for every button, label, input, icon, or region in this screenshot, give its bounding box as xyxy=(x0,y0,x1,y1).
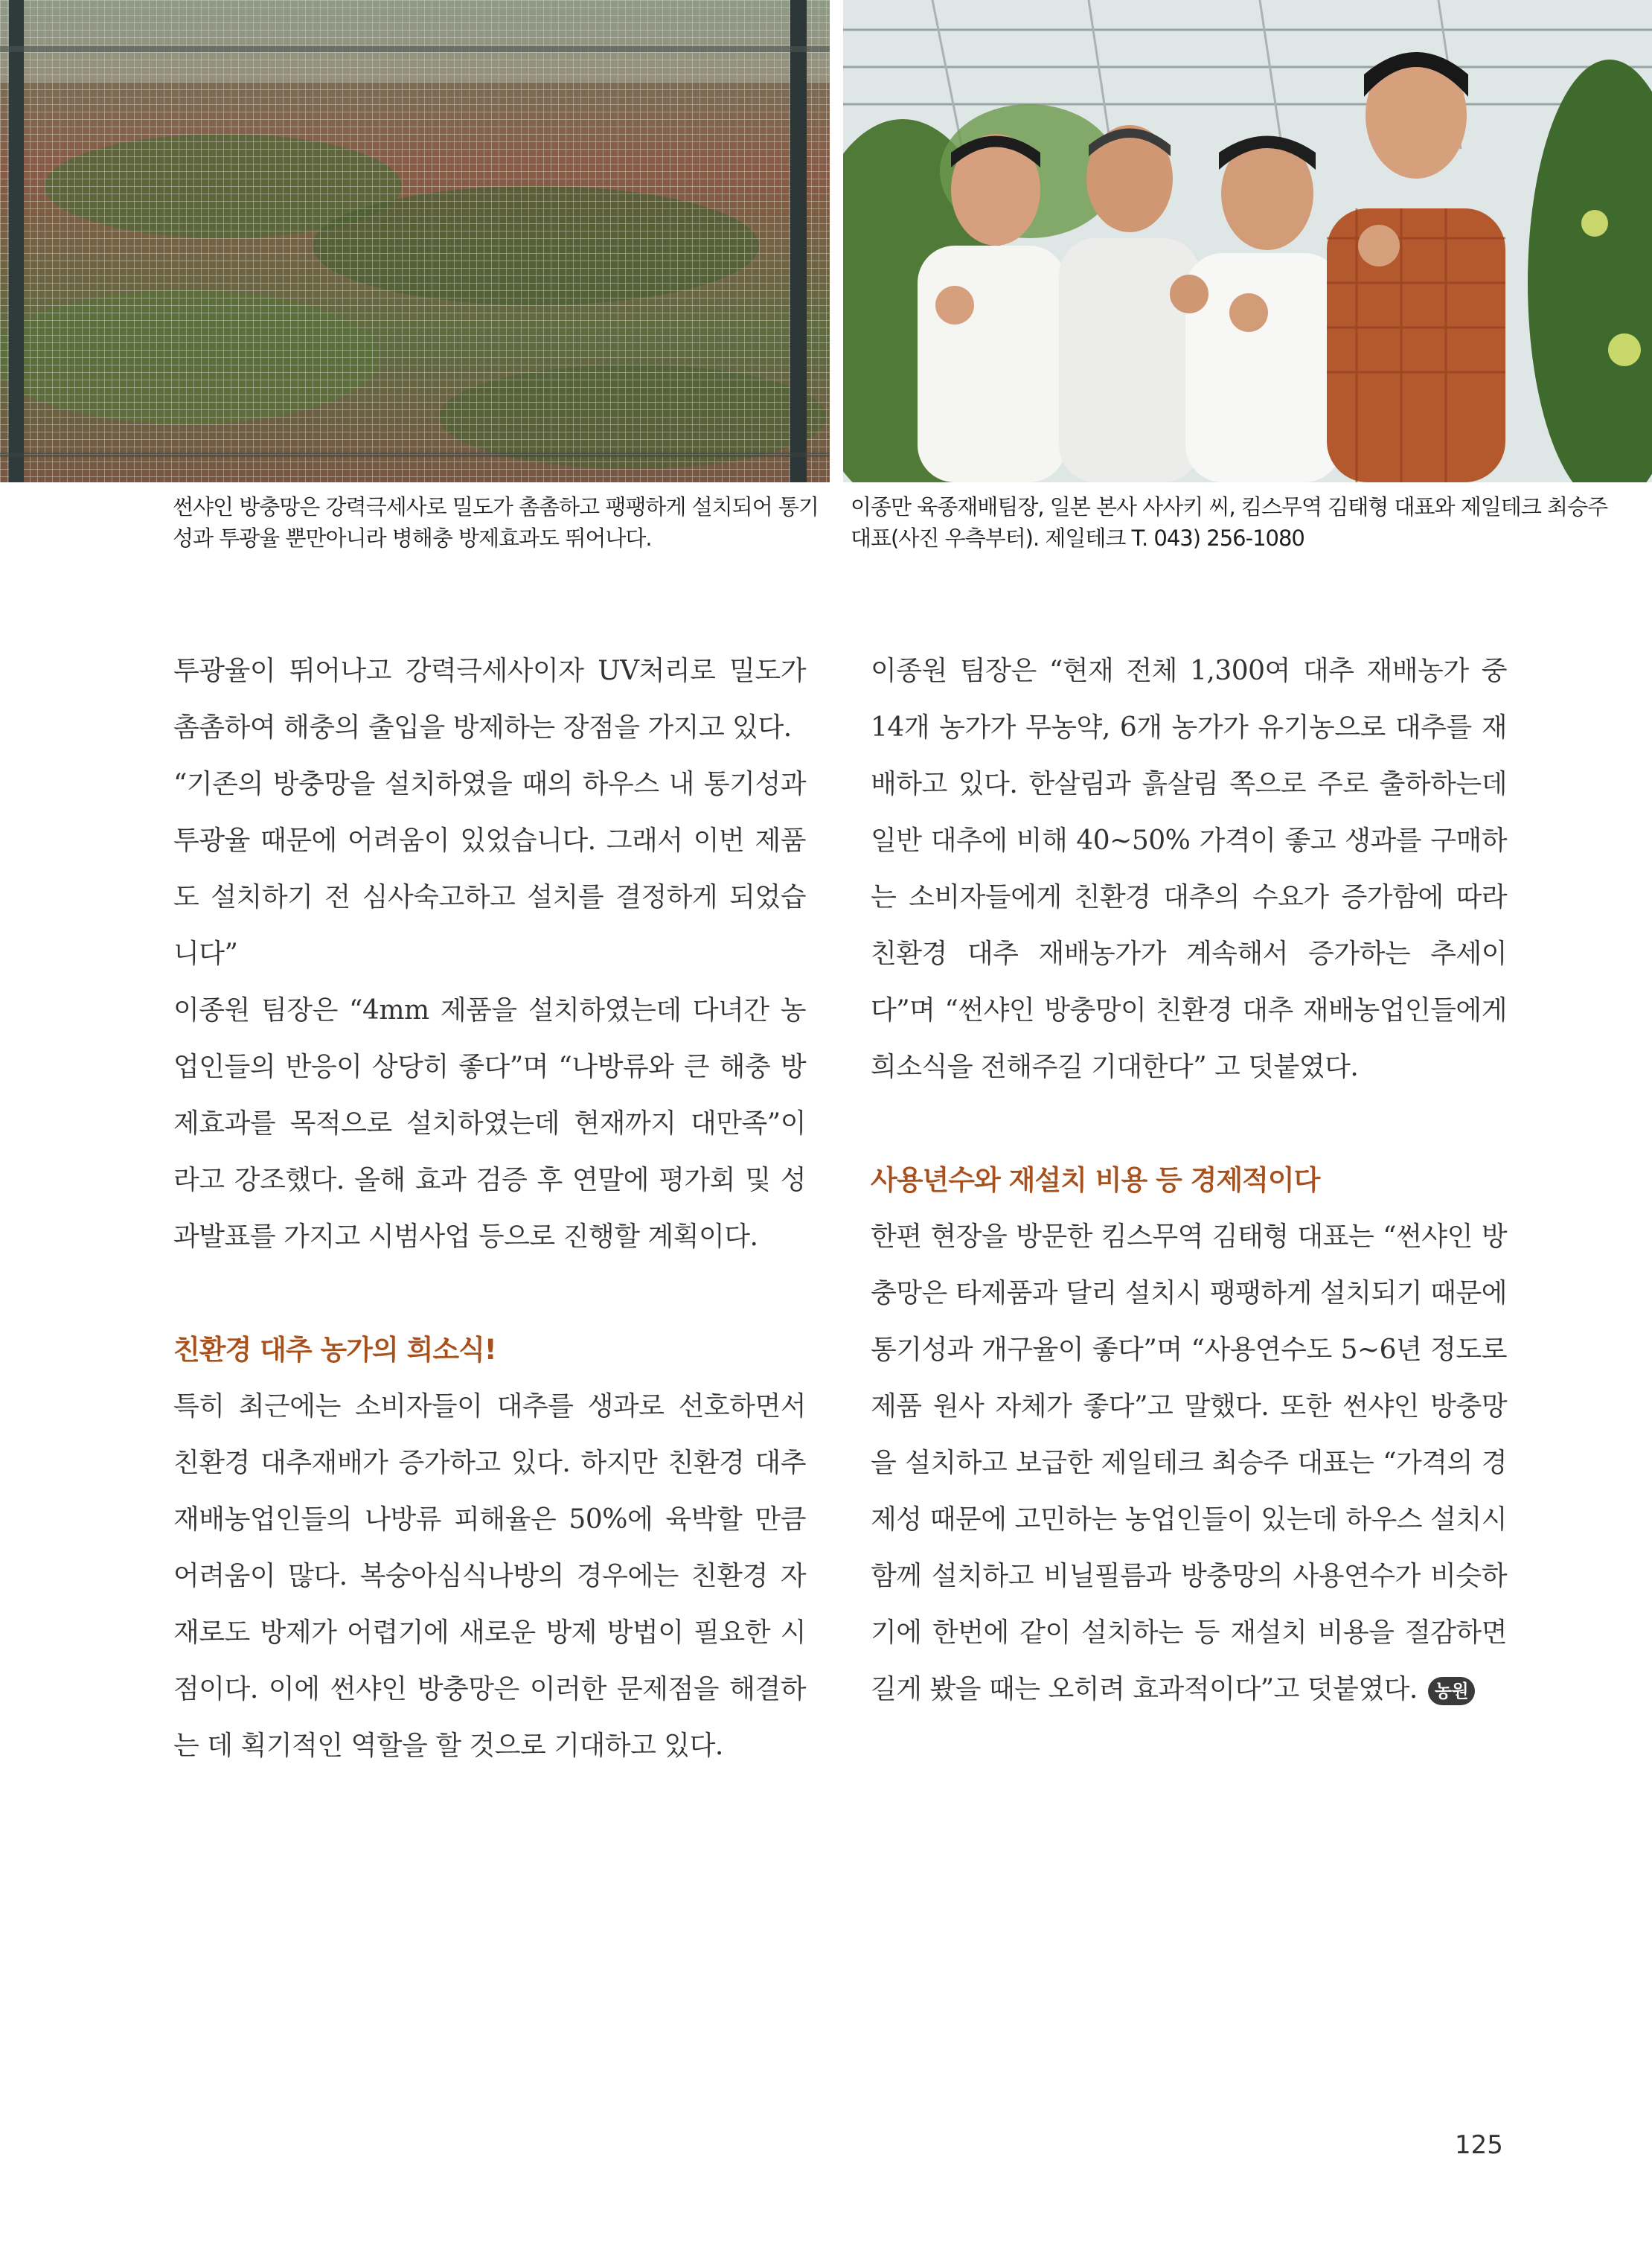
article-column-left xyxy=(173,643,806,1774)
page-number: 125 xyxy=(1455,2130,1503,2160)
end-mark-badge: 농원 xyxy=(1428,1677,1475,1705)
paragraph: 특히 최근에는 소비자들이 대추를 생과로 선호하면서 친환경 대추재배가 증가하고 있다. 하지만 친환경 대추재배농업인들의 나방류 피해율은 50%에 육박할 만큼 어려움이 많다. 복숭아심식나방의 경우에는 친환경 자재로도 방제가 어렵기에 새로운 방제 방법이 필요한 시점이다. 이에 썬샤인 방충망은 이러한 문제점을 해결하는 데 획기적인 역할을 할 것으로 기대하고 있다. xyxy=(173,1391,806,1761)
paragraph: “기존의 방충망을 설치하였을 때의 하우스 내 통기성과 투광율 때문에 어려움이 있었습니다. 그래서 이번 제품도 설치하기 전 심사숙고하고 설치를 결정하게 되었습니다” xyxy=(173,769,806,969)
section-heading: 사용년수와 재설치 비용 등 경제적이다 xyxy=(871,1164,1320,1196)
paragraph xyxy=(871,1209,1507,1718)
paragraph: 투광율이 뛰어나고 강력극세사이자 UV처리로 밀도가 촘촘하여 해충의 출입을 방제하는 장점을 가지고 있다. xyxy=(173,656,806,743)
group-photo xyxy=(843,0,1652,482)
paragraph: 이종원 팀장은 “4mm 제품을 설치하였는데 다녀간 농업인들의 반응이 상당히 좋다”며 “나방류와 큰 해충 방제효과를 목적으로 설치하였는데 현재까지 대만족”이라고 강조했다. 올해 효과 검증 후 연말에 평가회 및 성과발표를 가지고 시범사업 등으로 진행할 계획이다. xyxy=(173,995,806,1252)
paragraph-text: 한편 현장을 방문한 킴스무역 김태형 대표는 “썬샤인 방충망은 타제품과 달리 설치시 팽팽하게 설치되기 때문에 통기성과 개구율이 좋다”며 “사용연수도 5~6년 정도로 제품 원사 자체가 좋다”고 말했다. 또한 썬샤인 방충망을 설치하고 보급한 제일테크 최승주 대표는 “가격의 경제성 때문에 고민하는 농업인들이 있는데 하우스 설치시 함께 설치하고 비닐필름과 방충망의 사용연수가 비슷하기에 한번에 같이 설치하는 등 재설치 비용을 절감하면 길게 봤을 때는 오히려 효과적이다”고 덧붙였다. xyxy=(871,1221,1507,1704)
article-column-right xyxy=(871,643,1507,1718)
photo-caption-left: 썬샤인 방충망은 강력극세사로 밀도가 촘촘하고 팽팽하게 설치되어 통기성과 투광율 뿐만아니라 병해충 방제효과도 뛰어나다. xyxy=(173,494,819,551)
section-heading: 친환경 대추 농가의 희소식! xyxy=(173,1334,496,1366)
net-photo xyxy=(0,0,830,482)
photo-caption-right: 이종만 육종재배팀장, 일본 본사 사사키 씨, 킴스무역 김태형 대표와 제일테크 최승주 대표(사진 우측부터). 제일테크 T. 043) 256-1080 xyxy=(851,494,1608,551)
paragraph: 이종원 팀장은 “현재 전체 1,300여 대추 재배농가 중 14개 농가가 무농약, 6개 농가가 유기농으로 대추를 재배하고 있다. 한살림과 흙살림 쪽으로 주로 출하하는데 일반 대추에 비해 40~50% 가격이 좋고 생과를 구매하는 소비자들에게 친환경 대추의 수요가 증가함에 따라 친환경 대추 재배농가가 계속해서 증가하는 추세이다”며 “썬샤인 방충망이 친환경 대추 재배농업인들에게 희소식을 전해주길 기대한다” 고 덧붙였다. xyxy=(871,656,1507,1082)
